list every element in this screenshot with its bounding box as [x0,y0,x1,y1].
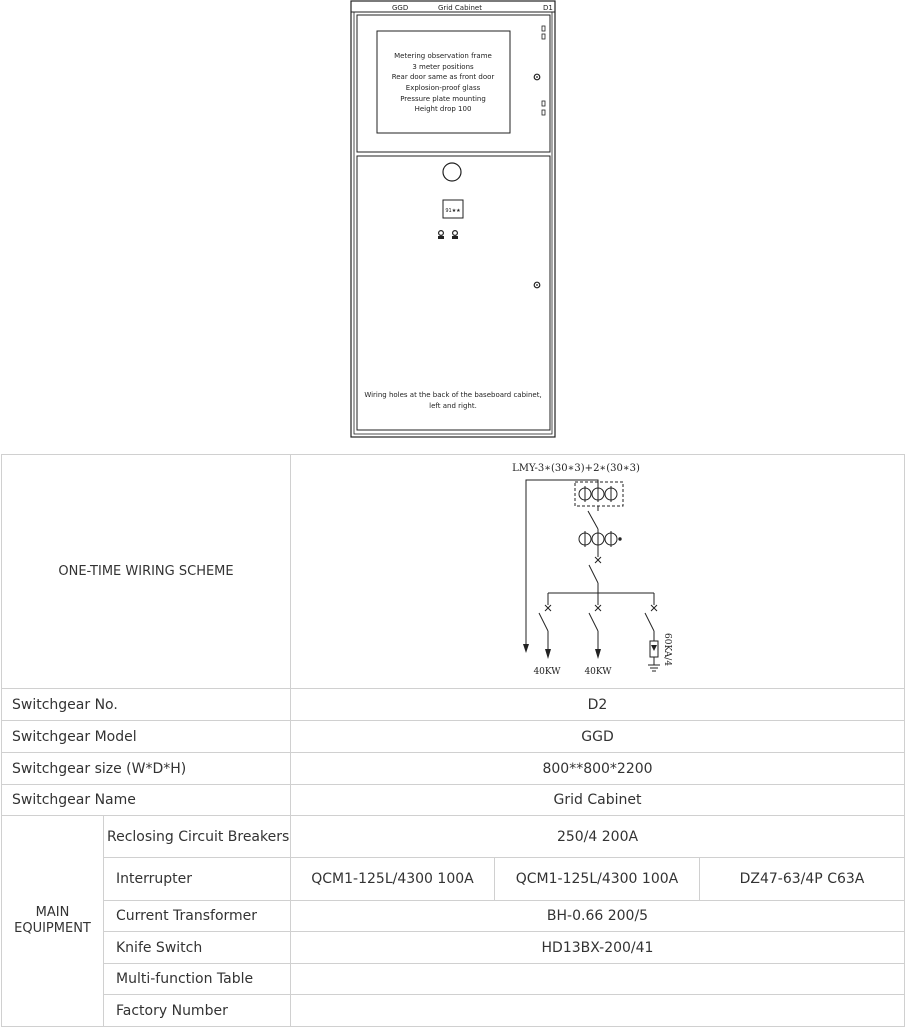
cabinet-header-left: GGD [392,4,409,12]
svg-text:Explosion-proof glass: Explosion-proof glass [405,84,481,92]
breaker-x-icon [595,557,601,563]
table-row [2,995,905,1027]
current-transformer-group [575,482,623,506]
row-value: D2 [291,689,905,721]
current-transformer-icon [579,486,617,502]
row-value: 800**800*2200 [291,753,905,785]
table-row [2,785,905,816]
row-label: Interrupter [104,858,291,901]
interrupter-value-1: QCM1-125L/4300 100A [291,858,495,901]
row-label: Switchgear Model [2,721,291,753]
bottom-note [364,391,541,410]
one-time-wiring-diagram [291,456,903,688]
cabinet-front-view [0,0,905,445]
interrupter-value-2: QCM1-125L/4300 100A [495,858,700,901]
row-label: Reclosing Circuit Breakers [104,816,291,858]
row-value: 250/4 200A [291,816,905,858]
svg-text:Rear door same as front door: Rear door same as front door [391,73,495,81]
table-row [2,689,905,721]
row-value: Grid Cabinet [291,785,905,816]
table-row [2,964,905,995]
arrow-up-icon [523,644,529,653]
hinge-icon [542,34,545,39]
svg-text:Pressure plate mounting: Pressure plate mounting [400,95,486,103]
ground-icon [648,665,660,671]
cabinet-header-center: Grid Cabinet [438,4,482,12]
svg-text:Height drop 100: Height drop 100 [414,105,472,113]
breaker-x-icon [595,605,601,611]
hinge-icon [542,110,545,115]
table-row [2,901,905,932]
wiring-diagram-cell [291,455,905,689]
breaker-x-icon [651,605,657,611]
spec-table [1,454,905,1027]
table-row [2,816,905,858]
table-row [2,753,905,785]
lower-door [357,156,550,430]
indicator-light-icon [443,163,461,181]
arrester-label: 60KA/4 [662,632,672,666]
row-label: Current Transformer [104,901,291,932]
row-value: HD13BX-200/41 [291,932,905,964]
scheme-label: ONE-TIME WIRING SCHEME [2,455,291,689]
table-row [2,721,905,753]
metering-ct-icon [579,531,621,547]
svg-text:Wiring holes at the back of th: Wiring holes at the back of the baseboard cabinet, [364,391,542,399]
table-row [2,932,905,964]
row-label: Switchgear size (W*D*H) [2,753,291,785]
arrow-down-icon [595,649,601,659]
meter-frame-text [392,52,495,113]
row-label: Multi-function Table [104,964,291,995]
meter-observation-frame [377,31,510,133]
arrow-down-icon [545,649,551,659]
instrument-label: 91★★ [445,208,461,214]
push-buttons-icon [438,231,458,239]
row-label: Factory Number [104,995,291,1027]
main-equipment-label: MAIN EQUIPMENT [2,816,104,1027]
load-2-label: 40KW [584,666,612,677]
row-label: Switchgear Name [2,785,291,816]
svg-text:3 meter positions: 3 meter positions [412,63,474,71]
svg-text:left and right.: left and right. [429,402,477,410]
svg-text:Metering observation frame: Metering observation frame [394,52,492,60]
row-value: GGD [291,721,905,753]
row-value: BH-0.66 200/5 [291,901,905,932]
breaker-x-icon [545,605,551,611]
table-row [2,858,905,901]
load-1-label: 40KW [533,666,561,677]
busbar-label: LMY-3∗(30∗3)+2∗(30∗3) [512,462,640,474]
hinge-icon [542,26,545,31]
row-value [291,995,905,1027]
row-label: Switchgear No. [2,689,291,721]
row-label: Knife Switch [104,932,291,964]
hinge-icon [542,101,545,106]
cabinet-header-right: D1 [543,4,553,12]
row-value [291,964,905,995]
interrupter-value-3: DZ47-63/4P C63A [700,858,905,901]
knife-switch-icon [588,511,598,529]
